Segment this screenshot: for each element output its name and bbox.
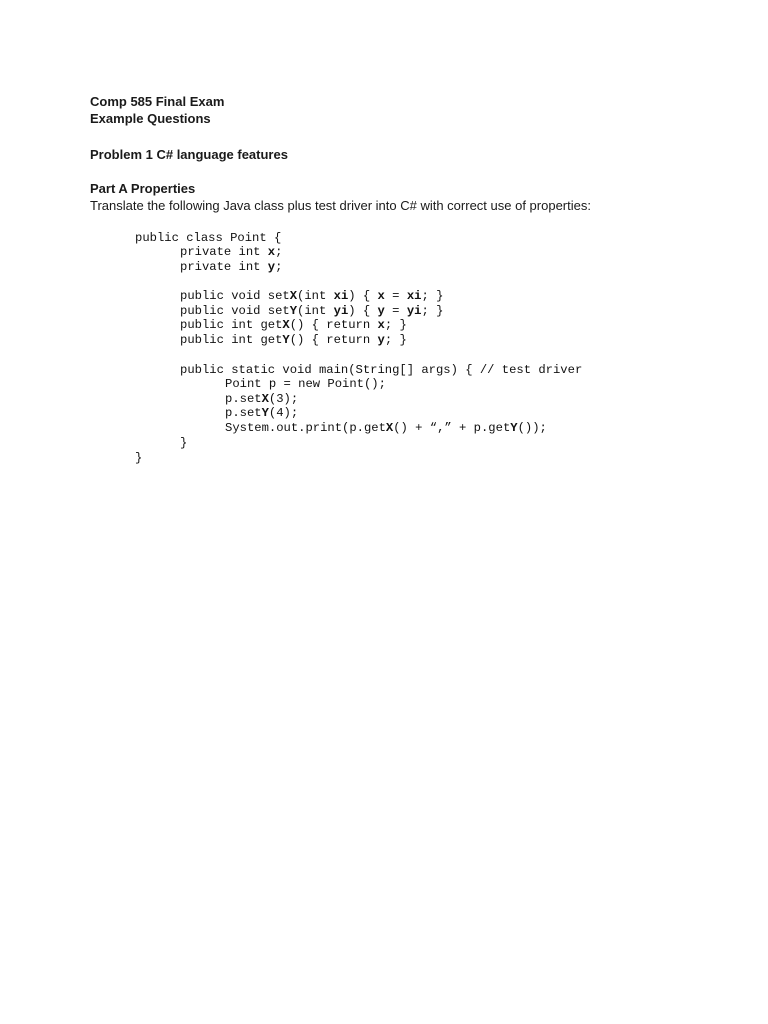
code-identifier: yi [333, 304, 349, 318]
code-identifier: X [282, 318, 290, 332]
code-text: ; } [421, 289, 444, 303]
code-text: = [384, 289, 407, 303]
code-line [135, 231, 281, 246]
course-title: Comp 585 Final Exam [90, 94, 225, 109]
code-text: ()); [517, 421, 547, 435]
code-text: } [135, 451, 143, 465]
code-line [225, 377, 386, 392]
code-text: (3); [268, 392, 299, 406]
code-identifier: Y [510, 421, 518, 435]
code-identifier: x [377, 289, 385, 303]
code-line [180, 245, 282, 260]
problem-title: Problem 1 C# language features [90, 147, 288, 162]
code-line [180, 436, 187, 451]
code-text: () { return [289, 333, 378, 347]
document-subtitle: Example Questions [90, 111, 211, 126]
code-text: (int [297, 289, 334, 303]
code-text: ) { [348, 304, 378, 318]
code-text: public static void main(String[] args) { // test driver [180, 363, 583, 377]
code-text: ; } [384, 333, 407, 347]
instruction-text: Translate the following Java class plus test driver into C# with correct use of properties: [90, 198, 591, 213]
code-text: (4); [268, 406, 299, 420]
code-text: public int get [180, 318, 283, 332]
code-identifier: y [377, 333, 385, 347]
code-text: public void set [180, 304, 290, 318]
code-text: public int get [180, 333, 283, 347]
code-text: () { return [289, 318, 378, 332]
code-line [180, 260, 282, 275]
code-identifier: X [385, 421, 394, 435]
code-text: = [384, 304, 407, 318]
code-line [180, 289, 443, 304]
code-text: ; [275, 260, 283, 274]
code-identifier: xi [406, 289, 422, 303]
code-text: Point p = new Point(); [225, 377, 386, 391]
code-text: ; } [421, 304, 444, 318]
code-text: ) { [348, 289, 378, 303]
code-line [180, 333, 407, 348]
code-text: (int [297, 304, 334, 318]
code-identifier: x [377, 318, 385, 332]
code-text: ; } [384, 318, 407, 332]
code-identifier: Y [261, 406, 269, 420]
code-text: p.set [225, 392, 262, 406]
code-identifier: x [267, 245, 276, 259]
code-text: System.out.print(p.get [225, 421, 386, 435]
code-identifier: xi [333, 289, 349, 303]
code-identifier: y [377, 304, 385, 318]
code-identifier: Y [289, 304, 298, 318]
code-line [225, 406, 298, 421]
code-line [180, 318, 407, 333]
code-line [180, 363, 582, 378]
code-text: () + “,” + p.get [393, 421, 511, 435]
code-text: private int [180, 260, 268, 274]
code-identifier: y [267, 260, 276, 274]
code-line [225, 392, 298, 407]
code-text: } [180, 436, 188, 450]
code-text: private int [180, 245, 268, 259]
code-identifier: X [261, 392, 269, 406]
code-text: public void set [180, 289, 290, 303]
code-text: p.set [225, 406, 262, 420]
code-line [225, 421, 547, 436]
code-text: public class Point { [135, 231, 282, 245]
code-line [180, 304, 443, 319]
code-identifier: X [289, 289, 298, 303]
part-title: Part A Properties [90, 181, 196, 196]
code-identifier: yi [406, 304, 422, 318]
code-text: ; [275, 245, 283, 259]
code-identifier: Y [282, 333, 290, 347]
code-line [135, 451, 142, 466]
